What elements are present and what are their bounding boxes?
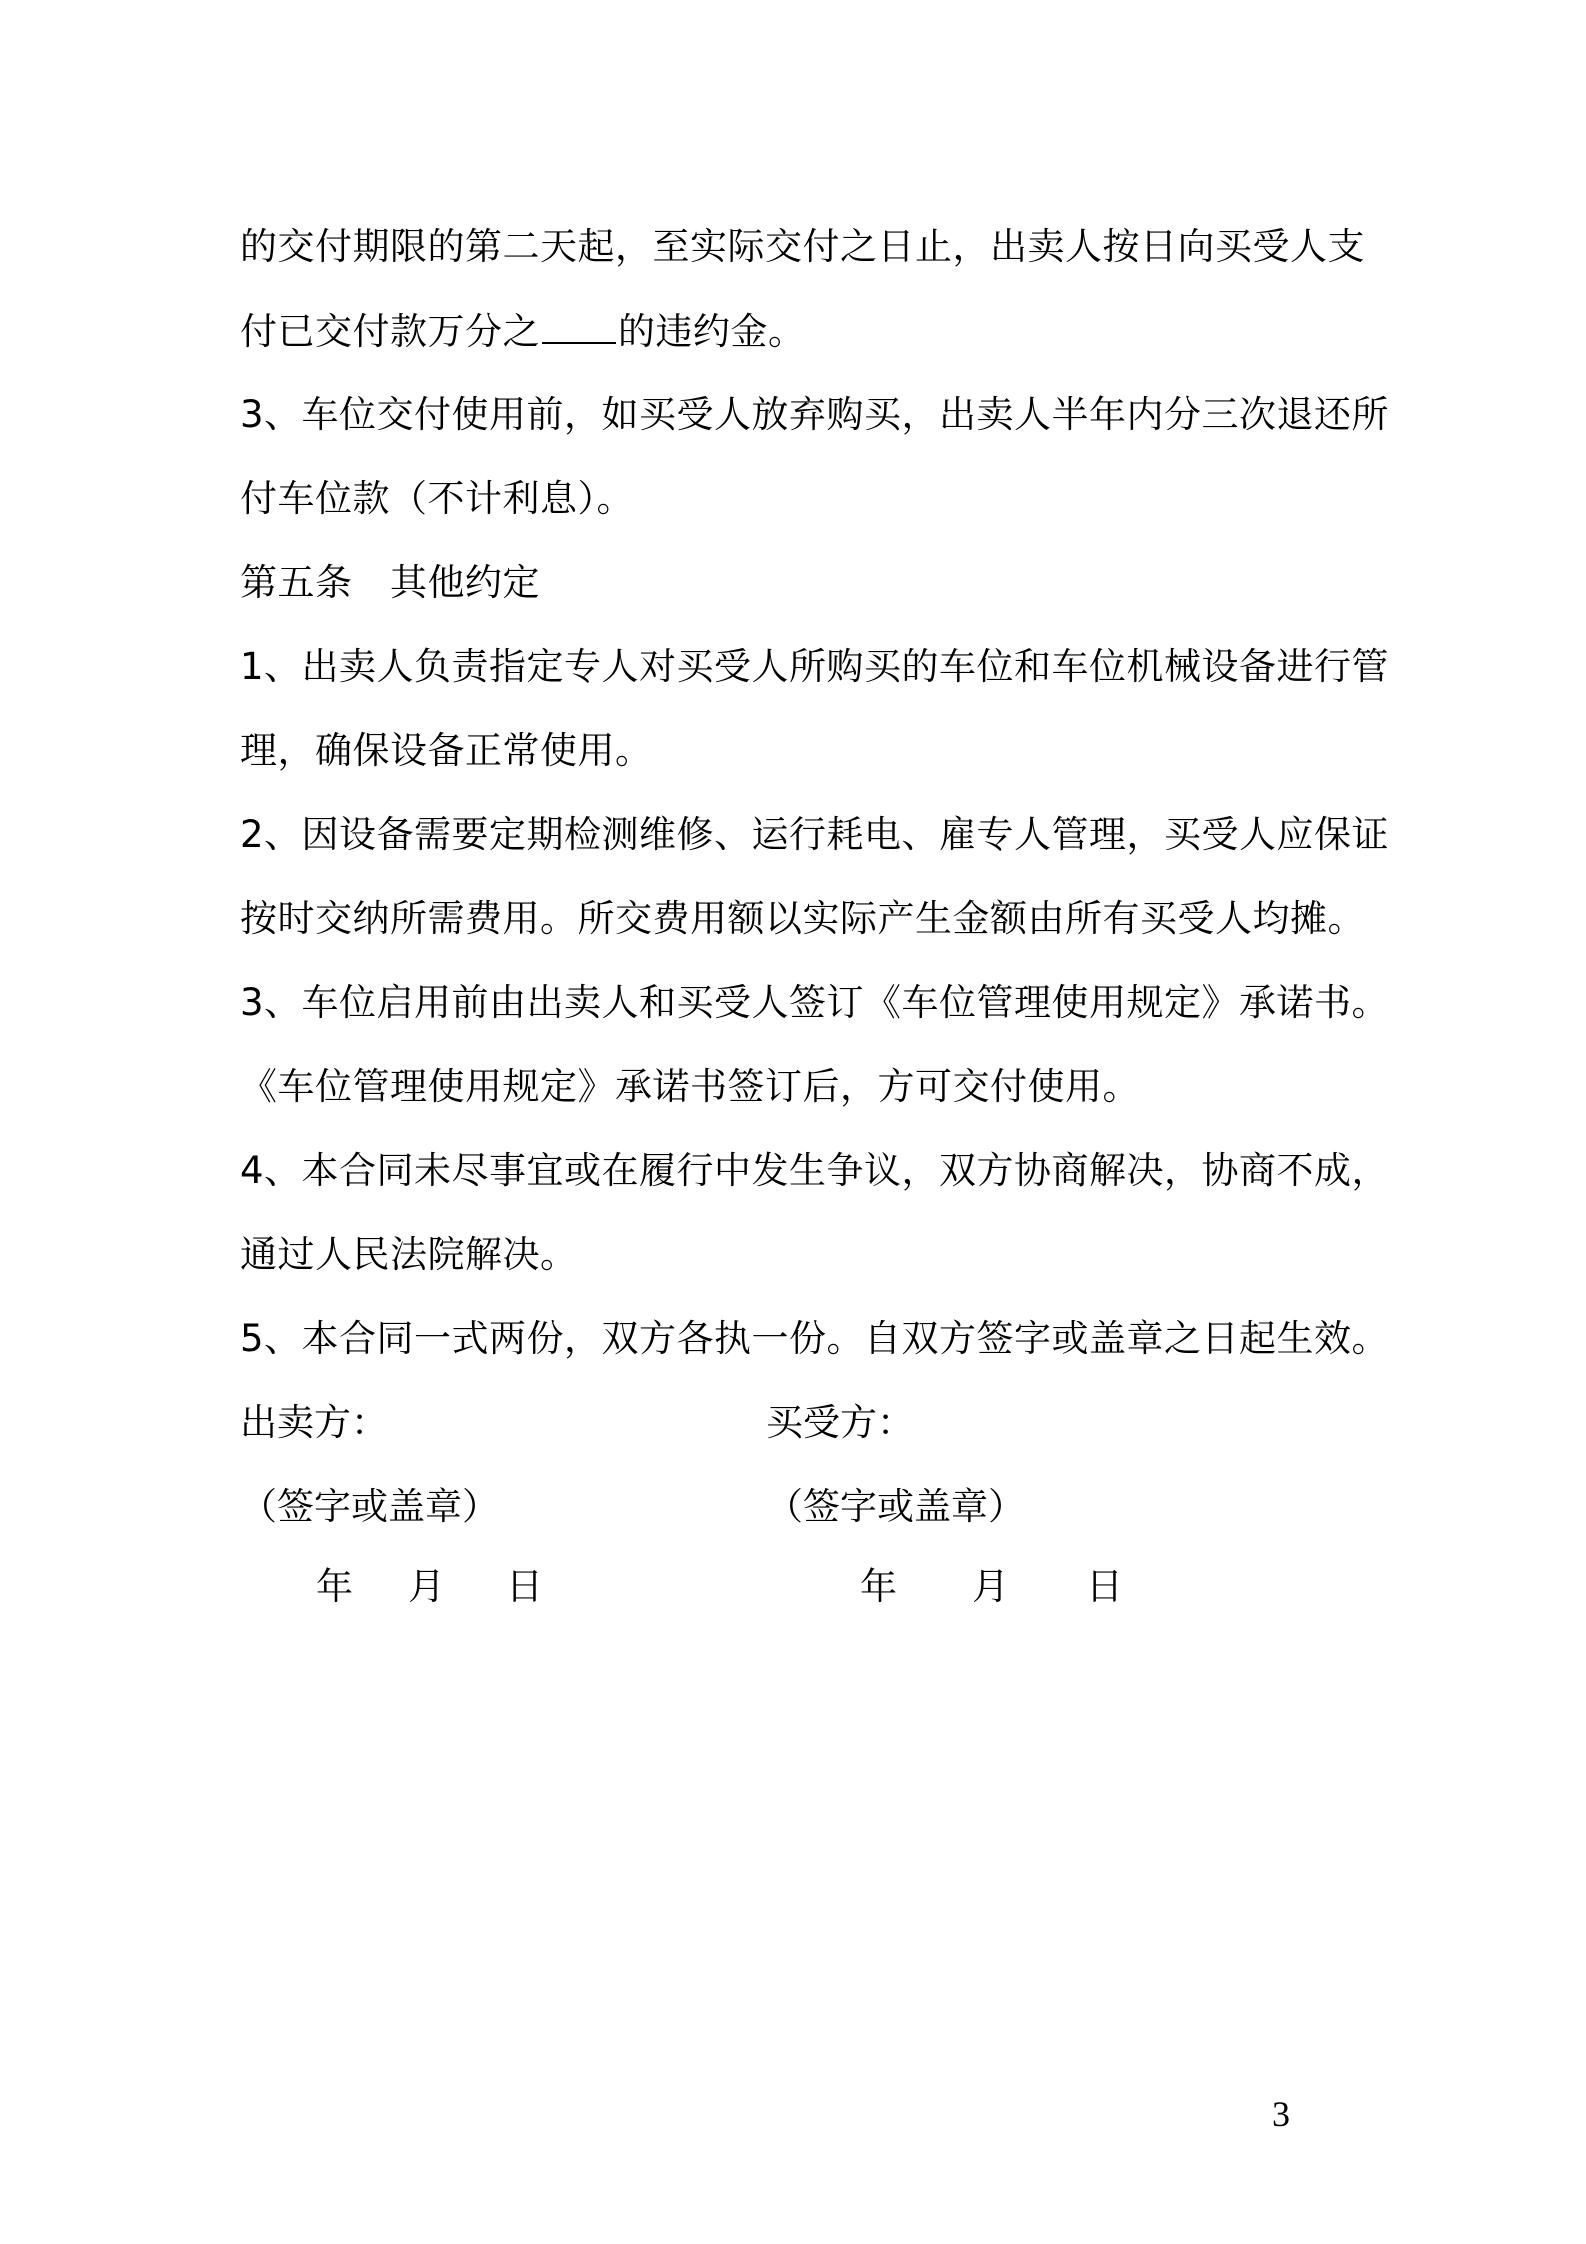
buyer-date-year: 年 (860, 1565, 897, 1608)
buyer-label: 买受方： (766, 1401, 914, 1444)
seller-date-day: 日 (506, 1565, 543, 1608)
clause-text-line: 按时交纳所需费用。所交费用额以实际产生金额由所有买受人均摊。 (240, 897, 1365, 940)
seller-label: 出卖方： (240, 1401, 388, 1444)
seller-date-year: 年 (316, 1565, 353, 1608)
buyer-stamp-note: （签字或盖章） (766, 1485, 1025, 1528)
clause-text-line: 的交付期限的第二天起，至实际交付之日止，出卖人按日向买受人支 (240, 225, 1365, 268)
clause-text-line (240, 306, 806, 357)
seller-date-month: 月 (408, 1565, 445, 1608)
page-number: 3 (1272, 2094, 1290, 2134)
clause-text-line: 1、出卖人负责指定专人对买受人所购买的车位和车位机械设备进行管 (240, 645, 1390, 688)
buyer-date-day: 日 (1086, 1565, 1123, 1608)
clause-text-line: 3、车位启用前由出卖人和买受人签订《车位管理使用规定》承诺书。 (240, 981, 1390, 1024)
clause-text-line: 3、车位交付使用前，如买受人放弃购买，出卖人半年内分三次退还所 (240, 393, 1390, 436)
clause-text-line: 通过人民法院解决。 (240, 1233, 578, 1276)
clause-text-line: 付车位款（不计利息）。 (240, 477, 634, 520)
clause-text-fragment: 的违约金。 (618, 310, 806, 353)
clause-text-fragment: 付已交付款万分之 (240, 310, 540, 353)
clause-text-line: 2、因设备需要定期检测维修、运行耗电、雇专人管理，买受人应保证 (240, 813, 1390, 856)
section-heading: 第五条 其他约定 (240, 561, 540, 604)
seller-stamp-note: （签字或盖章） (240, 1485, 499, 1528)
clause-text-line: 4、本合同未尽事宜或在履行中发生争议，双方协商解决，协商不成， (240, 1149, 1390, 1192)
fill-in-blank (542, 306, 616, 344)
clause-text-line: 5、本合同一式两份，双方各执一份。自双方签字或盖章之日起生效。 (240, 1317, 1390, 1360)
buyer-date-month: 月 (972, 1565, 1009, 1608)
clause-text-line: 理，确保设备正常使用。 (240, 729, 653, 772)
clause-text-line: 《车位管理使用规定》承诺书签订后，方可交付使用。 (240, 1065, 1140, 1108)
